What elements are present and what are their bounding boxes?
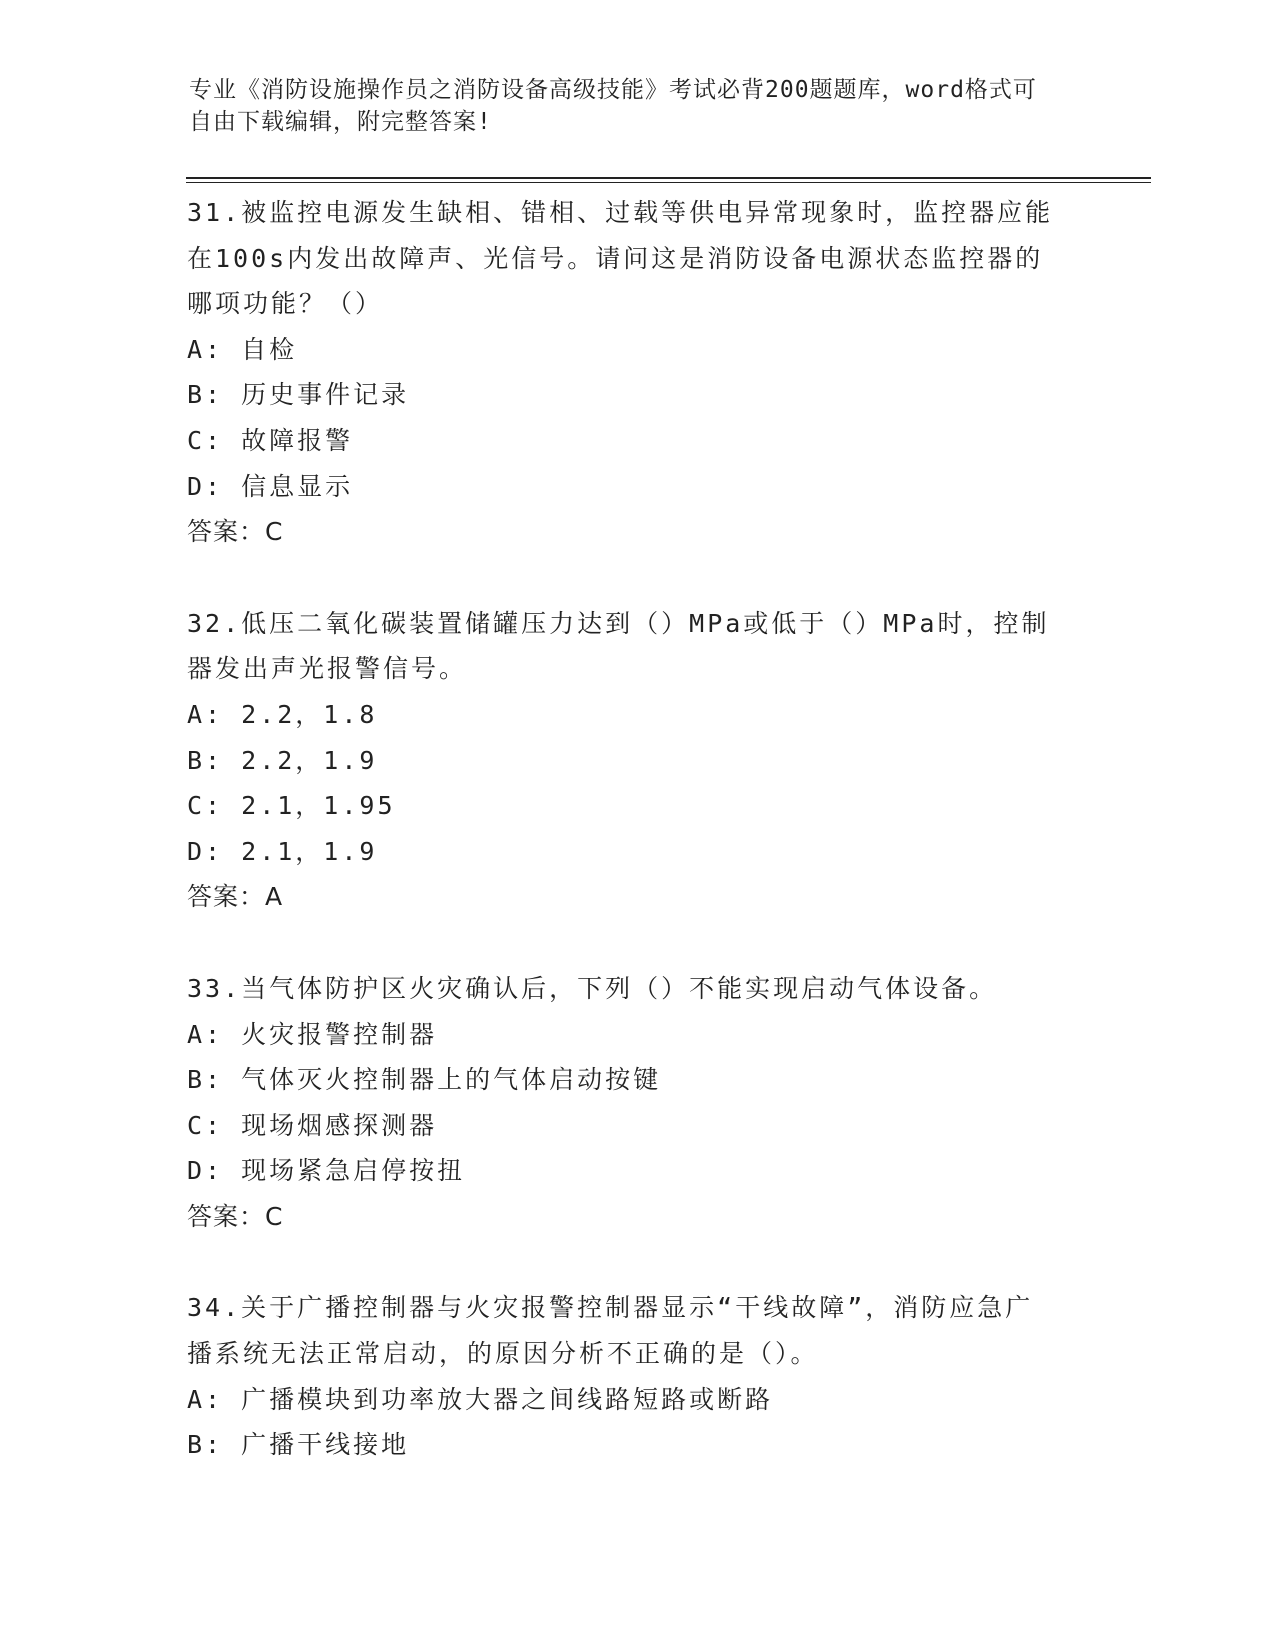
question-text-line: 31.被监控电源发生缺相、错相、过载等供电异常现象时，监控器应能 xyxy=(187,198,1054,227)
question-text-line: 在100s内发出故障声、光信号。请问这是消防设备电源状态监控器的 xyxy=(187,243,1044,273)
question-33 xyxy=(187,966,1107,1240)
header-divider-thin xyxy=(186,182,1151,183)
option-a: A: 广播模块到功率放大器之间线路短路或断路 xyxy=(187,1384,774,1414)
option-c: C: 2.1，1.95 xyxy=(187,791,396,821)
question-text-line: 器发出声光报警信号。 xyxy=(187,654,468,684)
option-d: D: 现场紧急启停按扭 xyxy=(187,1156,466,1186)
option-b: B: 广播干线接地 xyxy=(187,1430,410,1460)
option-c: C: 故障报警 xyxy=(187,425,354,455)
question-list xyxy=(187,190,1107,1514)
header-line-1: 专业《消防设施操作员之消防设备高级技能》考试必背200题题库，word格式可 xyxy=(189,77,1037,103)
option-b: B: 历史事件记录 xyxy=(187,380,410,410)
option-a: A: 2.2，1.8 xyxy=(187,699,378,729)
question-32 xyxy=(187,601,1107,920)
question-text-line: 34.关于广播控制器与火灾报警控制器显示“干线故障”，消防应急广 xyxy=(187,1293,1034,1323)
option-c: C: 现场烟感探测器 xyxy=(187,1110,438,1140)
question-text-line: 33.当气体防护区火灾确认后，下列（）不能实现启动气体设备。 xyxy=(187,973,998,1003)
answer-line: 答案：C xyxy=(187,1201,284,1231)
answer-line: 答案：C xyxy=(187,517,284,547)
option-a: A: 自检 xyxy=(187,334,298,364)
document-header xyxy=(189,74,1089,138)
question-34 xyxy=(187,1285,1107,1467)
question-text-line: 32.低压二氧化碳装置储罐压力达到（）MPa或低于（）MPa时，控制 xyxy=(187,608,1050,638)
option-b: B: 2.2，1.9 xyxy=(187,745,378,775)
header-line-2: 自由下载编辑，附完整答案! xyxy=(189,109,492,135)
header-divider-thick xyxy=(186,177,1151,179)
option-d: D: 信息显示 xyxy=(187,471,354,501)
option-a: A: 火灾报警控制器 xyxy=(187,1019,438,1049)
option-b: B: 气体灭火控制器上的气体启动按键 xyxy=(187,1065,662,1095)
option-d: D: 2.1，1.9 xyxy=(187,836,378,866)
question-31 xyxy=(187,190,1107,555)
question-text-line: 哪项功能？（） xyxy=(187,289,384,319)
answer-line: 答案：A xyxy=(187,882,284,912)
question-text-line: 播系统无法正常启动，的原因分析不正确的是（）。 xyxy=(187,1339,819,1369)
